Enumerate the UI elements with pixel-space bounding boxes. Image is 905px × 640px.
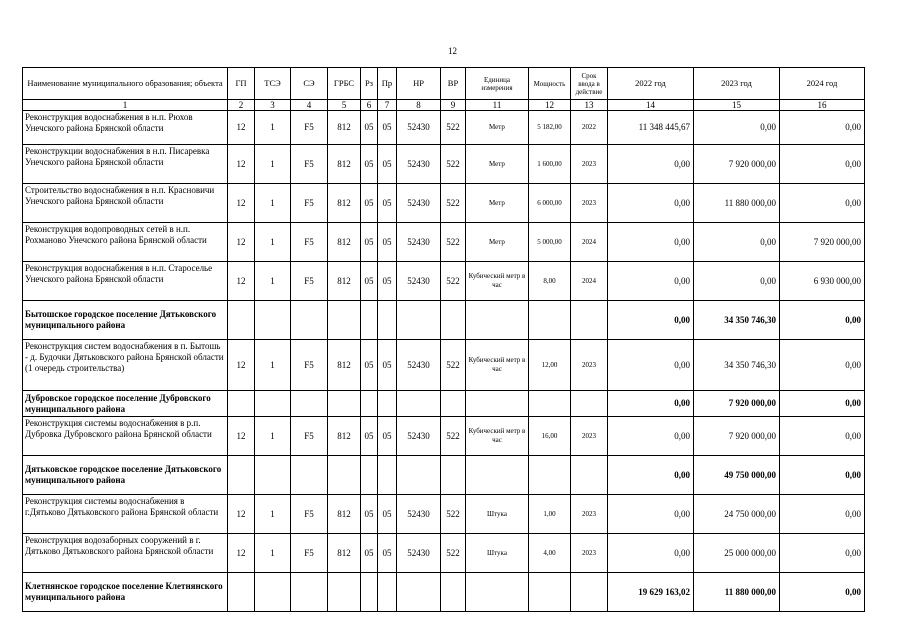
- object-name: Реконструкция системы водоснабжения в г.Дятьково Дятьковского района Брянской области: [23, 495, 228, 534]
- gp-cell: 12: [228, 184, 255, 223]
- nr-cell: 52430: [397, 534, 441, 573]
- rz-cell: 05: [361, 495, 378, 534]
- rz-cell: 05: [361, 184, 378, 223]
- vr-cell: 522: [441, 262, 466, 301]
- grbs-cell: 812: [328, 145, 361, 184]
- amount-2023: 49 750 000,00: [694, 456, 780, 495]
- term-cell: 2023: [571, 534, 608, 573]
- amount-2023: 0,00: [694, 223, 780, 262]
- pr-cell: 05: [378, 495, 397, 534]
- column-number: 6: [361, 100, 378, 111]
- subtotal-row: [23, 573, 865, 612]
- se-cell: F5: [291, 534, 328, 573]
- subtotal-name: Дятьковское городское поселение Дятьковского муниципального района: [23, 456, 228, 495]
- nr-cell: 52430: [397, 145, 441, 184]
- se-cell: F5: [291, 417, 328, 456]
- pr-cell: 05: [378, 223, 397, 262]
- amount-2024: 6 930 000,00: [780, 262, 865, 301]
- grbs-cell: 812: [328, 495, 361, 534]
- object-name: Реконструкция водоснабжения в н.п. Староселье Унечского района Брянской области: [23, 262, 228, 301]
- term-cell: 2023: [571, 145, 608, 184]
- header-capacity: Мощность: [529, 68, 571, 100]
- empty-cell: [529, 456, 571, 495]
- nr-cell: 52430: [397, 223, 441, 262]
- empty-cell: [571, 456, 608, 495]
- se-cell: F5: [291, 145, 328, 184]
- object-name: Реконструкция водозаборных сооружений в г. Дятьково Дятьковского района Брянской области: [23, 534, 228, 573]
- gp-cell: 12: [228, 495, 255, 534]
- empty-cell: [529, 391, 571, 417]
- amount-2024: 0,00: [780, 417, 865, 456]
- table-row: [23, 111, 865, 145]
- se-cell: F5: [291, 223, 328, 262]
- empty-cell: [291, 456, 328, 495]
- object-name: Строительство водоснабжения в н.п. Красновичи Унечского района Брянской области: [23, 184, 228, 223]
- header-nr: НР: [397, 68, 441, 100]
- pr-cell: 05: [378, 145, 397, 184]
- nr-cell: 52430: [397, 111, 441, 145]
- pr-cell: 05: [378, 111, 397, 145]
- subtotal-name: Бытошское городское поселение Дятьковского муниципального района: [23, 301, 228, 340]
- grbs-cell: 812: [328, 417, 361, 456]
- header-2024: 2024 год: [780, 68, 865, 100]
- empty-cell: [255, 456, 291, 495]
- vr-cell: 522: [441, 340, 466, 391]
- amount-2022: 0,00: [608, 456, 694, 495]
- se-cell: F5: [291, 111, 328, 145]
- header-2022: 2022 год: [608, 68, 694, 100]
- unit-cell: Штука: [466, 495, 529, 534]
- empty-cell: [228, 301, 255, 340]
- nr-cell: 52430: [397, 262, 441, 301]
- vr-cell: 522: [441, 534, 466, 573]
- amount-2023: 7 920 000,00: [694, 417, 780, 456]
- capacity-cell: 8,00: [529, 262, 571, 301]
- vr-cell: 522: [441, 417, 466, 456]
- empty-cell: [397, 391, 441, 417]
- page-number: 12: [448, 46, 457, 56]
- gp-cell: 12: [228, 223, 255, 262]
- table-row: [23, 340, 865, 391]
- column-number: 11: [466, 100, 529, 111]
- amount-2022: 0,00: [608, 184, 694, 223]
- pr-cell: 05: [378, 340, 397, 391]
- amount-2024: 0,00: [780, 145, 865, 184]
- empty-cell: [255, 391, 291, 417]
- gp-cell: 12: [228, 417, 255, 456]
- header-gp: ГП: [228, 68, 255, 100]
- amount-2022: 0,00: [608, 417, 694, 456]
- header-unit: Единица измерения: [466, 68, 529, 100]
- grbs-cell: 812: [328, 111, 361, 145]
- rz-cell: 05: [361, 340, 378, 391]
- amount-2023: 11 880 000,00: [694, 184, 780, 223]
- empty-cell: [571, 391, 608, 417]
- rz-cell: 05: [361, 111, 378, 145]
- unit-cell: Метр: [466, 223, 529, 262]
- capacity-cell: 1,00: [529, 495, 571, 534]
- amount-2022: 11 348 445,67: [608, 111, 694, 145]
- amount-2024: 0,00: [780, 301, 865, 340]
- se-cell: F5: [291, 495, 328, 534]
- empty-cell: [291, 573, 328, 612]
- table-row: [23, 262, 865, 301]
- table-row: [23, 417, 865, 456]
- amount-2024: 0,00: [780, 456, 865, 495]
- empty-cell: [466, 391, 529, 417]
- nr-cell: 52430: [397, 417, 441, 456]
- table-row: [23, 223, 865, 262]
- empty-cell: [571, 573, 608, 612]
- object-name: Реконструкция водопроводных сетей в н.п. Рохманово Унечского района Брянской области: [23, 223, 228, 262]
- amount-2024: 0,00: [780, 495, 865, 534]
- amount-2024: 0,00: [780, 534, 865, 573]
- empty-cell: [441, 456, 466, 495]
- rz-cell: 05: [361, 145, 378, 184]
- empty-cell: [228, 573, 255, 612]
- empty-cell: [397, 456, 441, 495]
- amount-2022: 0,00: [608, 495, 694, 534]
- budget-table: [22, 67, 865, 612]
- empty-cell: [228, 391, 255, 417]
- grbs-cell: 812: [328, 340, 361, 391]
- amount-2023: 0,00: [694, 262, 780, 301]
- empty-cell: [361, 391, 378, 417]
- subtotal-row: [23, 391, 865, 417]
- amount-2022: 19 629 163,02: [608, 573, 694, 612]
- tse-cell: 1: [255, 340, 291, 391]
- capacity-cell: 16,00: [529, 417, 571, 456]
- se-cell: F5: [291, 184, 328, 223]
- empty-cell: [466, 573, 529, 612]
- header-grbs: ГРБС: [328, 68, 361, 100]
- pr-cell: 05: [378, 534, 397, 573]
- empty-cell: [441, 573, 466, 612]
- capacity-cell: 12,00: [529, 340, 571, 391]
- tse-cell: 1: [255, 145, 291, 184]
- empty-cell: [397, 301, 441, 340]
- object-name: Реконструкции водоснабжения в н.п. Писаревка Унечского района Брянской области: [23, 145, 228, 184]
- empty-cell: [378, 456, 397, 495]
- header-name: Наименование муниципального образования; объекта: [23, 68, 228, 100]
- empty-cell: [291, 301, 328, 340]
- vr-cell: 522: [441, 184, 466, 223]
- capacity-cell: 4,00: [529, 534, 571, 573]
- column-number: 15: [694, 100, 780, 111]
- vr-cell: 522: [441, 145, 466, 184]
- amount-2024: 0,00: [780, 573, 865, 612]
- tse-cell: 1: [255, 111, 291, 145]
- amount-2023: 0,00: [694, 111, 780, 145]
- empty-cell: [529, 301, 571, 340]
- grbs-cell: 812: [328, 184, 361, 223]
- pr-cell: 05: [378, 184, 397, 223]
- unit-cell: Метр: [466, 184, 529, 223]
- capacity-cell: 5 000,00: [529, 223, 571, 262]
- empty-cell: [529, 573, 571, 612]
- table-row: [23, 534, 865, 573]
- pr-cell: 05: [378, 262, 397, 301]
- column-number: 13: [571, 100, 608, 111]
- object-name: Реконструкция системы водоснабжения в р.п. Дубровка Дубровского района Брянской области: [23, 417, 228, 456]
- gp-cell: 12: [228, 262, 255, 301]
- amount-2022: 0,00: [608, 391, 694, 417]
- unit-cell: Метр: [466, 111, 529, 145]
- term-cell: 2023: [571, 184, 608, 223]
- grbs-cell: 812: [328, 223, 361, 262]
- gp-cell: 12: [228, 145, 255, 184]
- amount-2024: 7 920 000,00: [780, 223, 865, 262]
- column-numbers-row: [23, 100, 865, 111]
- rz-cell: 05: [361, 534, 378, 573]
- amount-2024: 0,00: [780, 184, 865, 223]
- empty-cell: [255, 301, 291, 340]
- pr-cell: 05: [378, 417, 397, 456]
- term-cell: 2023: [571, 417, 608, 456]
- empty-cell: [361, 301, 378, 340]
- amount-2023: 34 350 746,30: [694, 301, 780, 340]
- nr-cell: 52430: [397, 340, 441, 391]
- vr-cell: 522: [441, 495, 466, 534]
- column-number: 2: [228, 100, 255, 111]
- term-cell: 2022: [571, 111, 608, 145]
- amount-2022: 0,00: [608, 340, 694, 391]
- table-row: [23, 495, 865, 534]
- column-number: 12: [529, 100, 571, 111]
- header-se: СЭ: [291, 68, 328, 100]
- vr-cell: 522: [441, 111, 466, 145]
- se-cell: F5: [291, 262, 328, 301]
- amount-2024: 0,00: [780, 391, 865, 417]
- nr-cell: 52430: [397, 184, 441, 223]
- tse-cell: 1: [255, 417, 291, 456]
- amount-2024: 0,00: [780, 111, 865, 145]
- amount-2024: 0,00: [780, 340, 865, 391]
- subtotal-name: Дубровское городское поселение Дубровского муниципального района: [23, 391, 228, 417]
- empty-cell: [328, 301, 361, 340]
- unit-cell: Кубический метр в час: [466, 417, 529, 456]
- header-row: [23, 68, 865, 100]
- empty-cell: [328, 573, 361, 612]
- amount-2022: 0,00: [608, 223, 694, 262]
- header-vr: ВР: [441, 68, 466, 100]
- header-pr: Пр: [378, 68, 397, 100]
- tse-cell: 1: [255, 495, 291, 534]
- header-term: Срок ввода в действие: [571, 68, 608, 100]
- amount-2022: 0,00: [608, 145, 694, 184]
- tse-cell: 1: [255, 184, 291, 223]
- gp-cell: 12: [228, 534, 255, 573]
- header-rz: Рз: [361, 68, 378, 100]
- amount-2022: 0,00: [608, 301, 694, 340]
- empty-cell: [361, 573, 378, 612]
- column-number: 16: [780, 100, 865, 111]
- column-number: 14: [608, 100, 694, 111]
- grbs-cell: 812: [328, 534, 361, 573]
- term-cell: 2024: [571, 262, 608, 301]
- column-number: 3: [255, 100, 291, 111]
- unit-cell: Кубический метр в час: [466, 340, 529, 391]
- empty-cell: [361, 456, 378, 495]
- empty-cell: [328, 391, 361, 417]
- column-number: 9: [441, 100, 466, 111]
- column-number: 4: [291, 100, 328, 111]
- empty-cell: [378, 573, 397, 612]
- term-cell: 2023: [571, 495, 608, 534]
- empty-cell: [378, 391, 397, 417]
- header-tse: ТСЭ: [255, 68, 291, 100]
- empty-cell: [397, 573, 441, 612]
- table-row: [23, 145, 865, 184]
- table-body: [23, 111, 865, 612]
- gp-cell: 12: [228, 340, 255, 391]
- rz-cell: 05: [361, 417, 378, 456]
- empty-cell: [466, 301, 529, 340]
- amount-2022: 0,00: [608, 534, 694, 573]
- column-number: 8: [397, 100, 441, 111]
- amount-2023: 7 920 000,00: [694, 145, 780, 184]
- empty-cell: [228, 456, 255, 495]
- object-name: Реконструкция систем водоснабжения в п. Бытошь - д. Будочки Дятьковского района Брянской области (1 очередь строительства): [23, 340, 228, 391]
- column-number: 1: [23, 100, 228, 111]
- column-number: 7: [378, 100, 397, 111]
- empty-cell: [466, 456, 529, 495]
- amount-2023: 25 000 000,00: [694, 534, 780, 573]
- term-cell: 2023: [571, 340, 608, 391]
- gp-cell: 12: [228, 111, 255, 145]
- term-cell: 2024: [571, 223, 608, 262]
- empty-cell: [571, 301, 608, 340]
- vr-cell: 522: [441, 223, 466, 262]
- capacity-cell: 6 000,00: [529, 184, 571, 223]
- unit-cell: Штука: [466, 534, 529, 573]
- tse-cell: 1: [255, 223, 291, 262]
- rz-cell: 05: [361, 223, 378, 262]
- empty-cell: [328, 456, 361, 495]
- amount-2023: 34 350 746,30: [694, 340, 780, 391]
- capacity-cell: 5 182,00: [529, 111, 571, 145]
- subtotal-name: Клетнянское городское поселение Клетнянского муниципального района: [23, 573, 228, 612]
- empty-cell: [291, 391, 328, 417]
- amount-2023: 24 750 000,00: [694, 495, 780, 534]
- subtotal-row: [23, 301, 865, 340]
- table-row: [23, 184, 865, 223]
- column-number: 5: [328, 100, 361, 111]
- rz-cell: 05: [361, 262, 378, 301]
- capacity-cell: 1 600,00: [529, 145, 571, 184]
- amount-2023: 11 880 000,00: [694, 573, 780, 612]
- amount-2023: 7 920 000,00: [694, 391, 780, 417]
- header-2023: 2023 год: [694, 68, 780, 100]
- subtotal-row: [23, 456, 865, 495]
- object-name: Реконструкция водоснабжения в н.п. Рюхов Унечского района Брянской области: [23, 111, 228, 145]
- unit-cell: Кубический метр в час: [466, 262, 529, 301]
- se-cell: F5: [291, 340, 328, 391]
- grbs-cell: 812: [328, 262, 361, 301]
- empty-cell: [255, 573, 291, 612]
- tse-cell: 1: [255, 534, 291, 573]
- amount-2022: 0,00: [608, 262, 694, 301]
- empty-cell: [441, 391, 466, 417]
- unit-cell: Метр: [466, 145, 529, 184]
- empty-cell: [378, 301, 397, 340]
- tse-cell: 1: [255, 262, 291, 301]
- empty-cell: [441, 301, 466, 340]
- nr-cell: 52430: [397, 495, 441, 534]
